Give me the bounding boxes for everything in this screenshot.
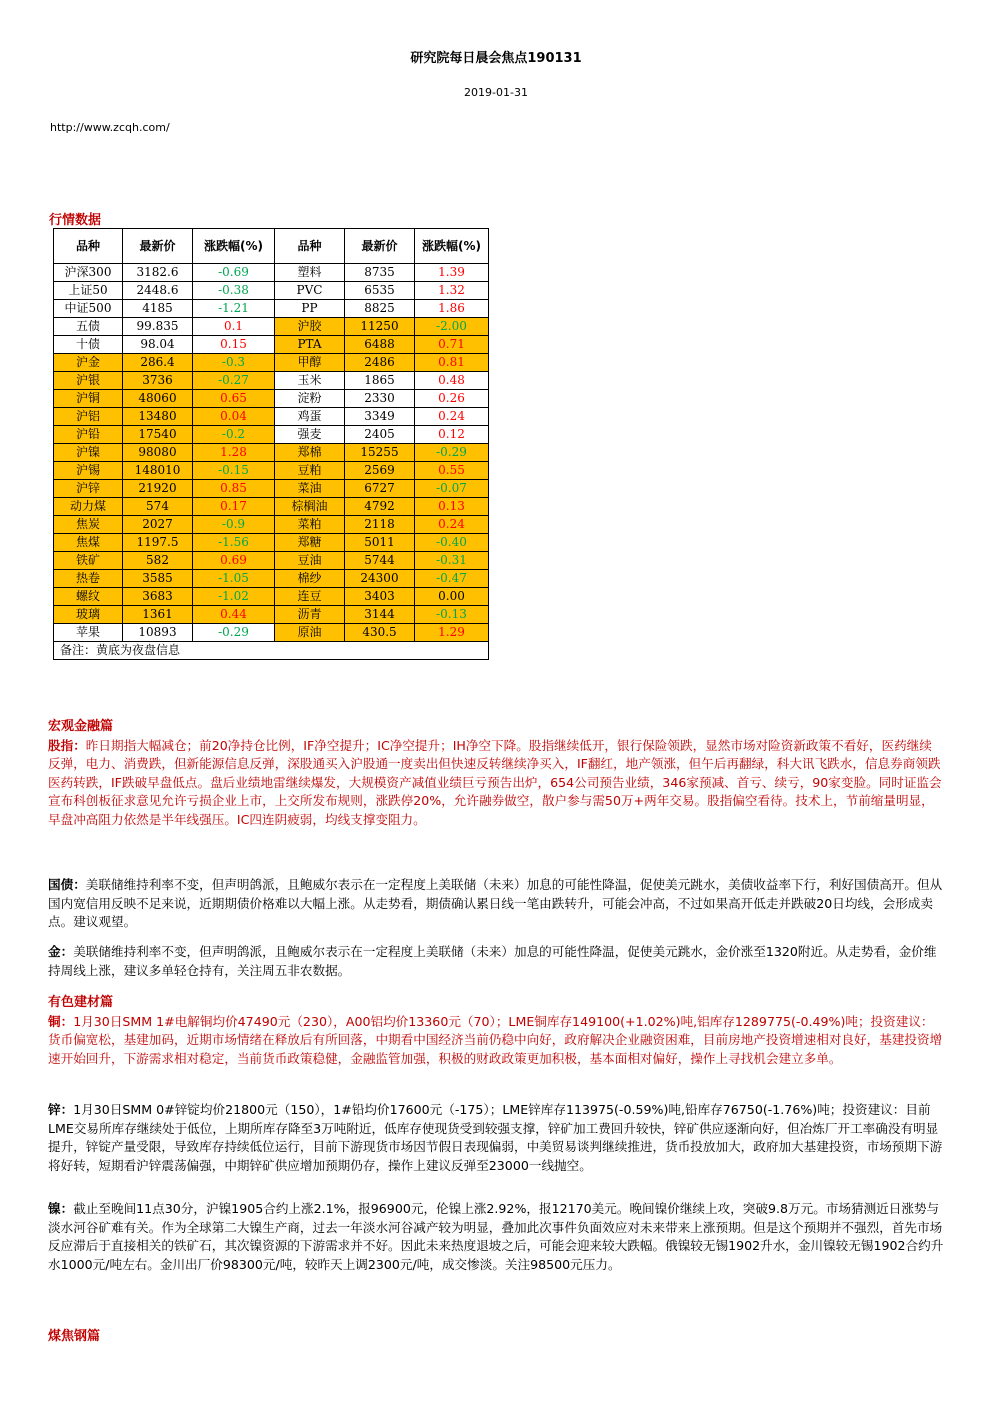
latest-price-cell: 15255: [345, 444, 415, 462]
stock-index-label: 股指：: [48, 737, 86, 753]
table-row: [54, 318, 489, 336]
change-percent-cell: -1.05: [193, 570, 275, 588]
change-percent-cell: 0.81: [415, 354, 489, 372]
latest-price-cell: 2448.6: [123, 282, 193, 300]
latest-price-cell: 10893: [123, 624, 193, 642]
nickel-text: 截止至晚间11点30分，沪镍1905合约上涨2.1%，报96900元，伦镍上涨2.92%，报12170美元。晚间镍价继续上攻，突破9.8万元。市场猜测近日涨势与淡水河谷矿难有关。作为全球第二大镍生产商，过去一年淡水河谷减产较为明显，叠加此次事件负面效应对未来带来上涨预期。但是这个预期并不强烈，首先市场反应滞后于直接相关的铁矿石，其次镍资源的下游需求并不好。因此未来热度退坡之后，可能会迎来较大跌幅。俄镍较无锡1902升水，金川镍较无锡1902合约升水1000元/吨左右。金川出厂价98300元/吨，较昨天上调2300元/吨，成交惨淡。关注98500元压力。: [48, 1201, 944, 1272]
change-percent-cell: -0.38: [193, 282, 275, 300]
metals-heading: 有色建材篇: [48, 995, 114, 1010]
change-percent-cell: -0.07: [415, 480, 489, 498]
product-name-cell: 玉米: [275, 372, 345, 390]
latest-price-cell: 98080: [123, 444, 193, 462]
latest-price-cell: 1865: [345, 372, 415, 390]
column-header: 品种: [275, 229, 345, 264]
change-percent-cell: 0.85: [193, 480, 275, 498]
zinc-text: 1月30日SMM 0#锌锭均价21800元（150），1#铅均价17600元（-175）；LME锌库存113975(-0.59%)吨,铅库存76750(-1.76%)吨；投资建议：目前LME交易所库存继续处于低位，上期所库存降至3万吨附近，低库存使现货受到较强支撑，锌矿加工费回升较快，锌矿供应逐渐向好，但冶炼厂开工率确没有明显提升，锌锭产量受限，导致库存持续低位运行，目前下游现货市场因节假日表现偏弱，中美贸易谈判继续推进，货币投放加大，政府加大基建投资，市场预期下游将好转，短期看沪锌震荡偏强，中期锌矿供应增加预期仍存，操作上建议反弹至23000一线抛空。: [48, 1102, 943, 1173]
product-name-cell: 玻璃: [54, 606, 123, 624]
product-name-cell: 铁矿: [54, 552, 123, 570]
change-percent-cell: -0.13: [415, 606, 489, 624]
latest-price-cell: 1197.5: [123, 534, 193, 552]
nickel-paragraph: [48, 1200, 944, 1274]
change-percent-cell: 0.15: [193, 336, 275, 354]
change-percent-cell: -0.2: [193, 426, 275, 444]
change-percent-cell: 0.00: [415, 588, 489, 606]
table-row: [54, 300, 489, 318]
gold-paragraph: [48, 943, 944, 980]
product-name-cell: 沪金: [54, 354, 123, 372]
product-name-cell: 焦煤: [54, 534, 123, 552]
quotes-heading: 行情数据: [49, 213, 102, 228]
change-percent-cell: 1.28: [193, 444, 275, 462]
latest-price-cell: 4185: [123, 300, 193, 318]
nickel-label: 镍：: [48, 1201, 74, 1216]
change-percent-cell: -0.9: [193, 516, 275, 534]
latest-price-cell: 286.4: [123, 354, 193, 372]
change-percent-cell: -0.29: [415, 444, 489, 462]
table-row: [54, 588, 489, 606]
change-percent-cell: -1.02: [193, 588, 275, 606]
product-name-cell: 沥青: [275, 606, 345, 624]
product-name-cell: PP: [275, 300, 345, 318]
latest-price-cell: 17540: [123, 426, 193, 444]
product-name-cell: 豆粕: [275, 462, 345, 480]
change-percent-cell: -0.69: [193, 264, 275, 282]
product-name-cell: 沪深300: [54, 264, 123, 282]
bond-text: 美联储维持利率不变，但声明鸽派，且鲍威尔表示在一定程度上美联储（未来）加息的可能性降温，促使美元跳水，美债收益率下行，利好国债高开。但从国内宽信用反映不足来说，近期期债价格难以大幅上涨。从走势看，期债确认累日线一笔由跌转升，可能会冲高，不过如果高开低走并跌破20日均线，会形成卖点。建议观望。: [48, 877, 943, 929]
change-percent-cell: 0.13: [415, 498, 489, 516]
change-percent-cell: 0.24: [415, 408, 489, 426]
product-name-cell: 苹果: [54, 624, 123, 642]
column-header: 涨跌幅(%): [415, 229, 489, 264]
product-name-cell: 豆油: [275, 552, 345, 570]
change-percent-cell: -2.00: [415, 318, 489, 336]
latest-price-cell: 6488: [345, 336, 415, 354]
table-row: [54, 426, 489, 444]
change-percent-cell: -0.15: [193, 462, 275, 480]
change-percent-cell: 1.29: [415, 624, 489, 642]
table-row: [54, 372, 489, 390]
table-row: [54, 282, 489, 300]
latest-price-cell: 574: [123, 498, 193, 516]
product-name-cell: 沪铝: [54, 408, 123, 426]
table-row: [54, 336, 489, 354]
change-percent-cell: -1.21: [193, 300, 275, 318]
latest-price-cell: 5744: [345, 552, 415, 570]
change-percent-cell: 1.32: [415, 282, 489, 300]
latest-price-cell: 148010: [123, 462, 193, 480]
change-percent-cell: -0.47: [415, 570, 489, 588]
latest-price-cell: 3736: [123, 372, 193, 390]
latest-price-cell: 6535: [345, 282, 415, 300]
product-name-cell: 上证50: [54, 282, 123, 300]
copper-text: 1月30日SMM 1#电解铜均价47490元（230），A00铝均价13360元（70）；LME铜库存149100(+1.02%)吨,铝库存1289775(-0.49%)吨；投资建议：货币偏宽松，基建加码，近期市场情绪在释放后有所回落，中期看中国经济当前仍稳中向好，政府解决企业融资困难，目前房地产投资增速相对良好，基建投资增速开始回升，下游需求相对稳定，当前货币政策稳健，金融监管加强，积极的财政政策更加积极，基本面相对偏好，操作上寻找机会建立多单。: [48, 1013, 943, 1066]
change-percent-cell: 0.65: [193, 390, 275, 408]
change-percent-cell: 0.44: [193, 606, 275, 624]
product-name-cell: 动力煤: [54, 498, 123, 516]
website-link[interactable]: http://www.zcqh.com/: [50, 121, 170, 134]
product-name-cell: 强麦: [275, 426, 345, 444]
change-percent-cell: 0.24: [415, 516, 489, 534]
column-header: 涨跌幅(%): [193, 229, 275, 264]
change-percent-cell: 0.04: [193, 408, 275, 426]
coal-heading: 煤焦钢篇: [48, 1329, 101, 1344]
latest-price-cell: 582: [123, 552, 193, 570]
product-name-cell: 五债: [54, 318, 123, 336]
latest-price-cell: 8825: [345, 300, 415, 318]
macro-section: [48, 718, 944, 829]
change-percent-cell: -0.40: [415, 534, 489, 552]
table-row: [54, 480, 489, 498]
table-row: [54, 462, 489, 480]
macro-heading: 宏观金融篇: [48, 719, 114, 734]
change-percent-cell: 1.86: [415, 300, 489, 318]
table-note: 备注：黄底为夜盘信息: [54, 642, 489, 660]
latest-price-cell: 24300: [345, 570, 415, 588]
stock-index-text: 昨日期指大幅减仓；前20净持仓比例，IF净空提升；IC净空提升；IH净空下降。股指继续低开，银行保险领跌，显然市场对险资新政策不看好，医药继续反弹，电力、消费跌，但新能源信息反弹，深股通买入沪股通一度卖出但快速反转继续净买入，IF翻红，地产领涨，但午后再翻绿，科大讯飞跌水，信息券商领跌医药转跌，IF跌破早盘低点。盘后业绩地雷继续爆发，大规模资产减值业绩巨亏预告出炉，654公司预告业绩，346家预减、首亏、续亏，90家变脸。同时证监会宣布科创板征求意见允许亏损企业上市，上交所发布规则，涨跌停20%，允许融券做空，散户参与需50万+两年交易。股指偏空看待。技术上，节前缩量明显，早盘冲高阻力依然是半年线强压。IC四连阴疲弱，均线支撑变阻力。: [48, 737, 942, 827]
change-percent-cell: -0.29: [193, 624, 275, 642]
latest-price-cell: 2569: [345, 462, 415, 480]
change-percent-cell: -1.56: [193, 534, 275, 552]
table-row: [54, 606, 489, 624]
table-row: [54, 354, 489, 372]
latest-price-cell: 5011: [345, 534, 415, 552]
page-title: 研究院每日晨会焦点190131: [410, 51, 582, 66]
product-name-cell: 菜油: [275, 480, 345, 498]
change-percent-cell: 0.12: [415, 426, 489, 444]
product-name-cell: 焦炭: [54, 516, 123, 534]
product-name-cell: 原油: [275, 624, 345, 642]
latest-price-cell: 3683: [123, 588, 193, 606]
table-note-row: [54, 642, 489, 660]
product-name-cell: 沪银: [54, 372, 123, 390]
table-header-row: [54, 229, 489, 264]
product-name-cell: 螺纹: [54, 588, 123, 606]
table-row: [54, 390, 489, 408]
change-percent-cell: 0.48: [415, 372, 489, 390]
table-row: [54, 408, 489, 426]
stock-index-paragraph: [48, 737, 944, 830]
product-name-cell: 甲醇: [275, 354, 345, 372]
latest-price-cell: 98.04: [123, 336, 193, 354]
latest-price-cell: 1361: [123, 606, 193, 624]
product-name-cell: PVC: [275, 282, 345, 300]
product-name-cell: 沪镍: [54, 444, 123, 462]
product-name-cell: 沪锌: [54, 480, 123, 498]
column-header: 最新价: [345, 229, 415, 264]
zinc-label: 锌：: [48, 1102, 74, 1117]
product-name-cell: 鸡蛋: [275, 408, 345, 426]
product-name-cell: 淀粉: [275, 390, 345, 408]
quotes-table: [53, 228, 489, 660]
latest-price-cell: 3403: [345, 588, 415, 606]
table-row: [54, 624, 489, 642]
latest-price-cell: 430.5: [345, 624, 415, 642]
latest-price-cell: 2027: [123, 516, 193, 534]
bond-paragraph: [48, 876, 944, 932]
table-row: [54, 534, 489, 552]
product-name-cell: 热卷: [54, 570, 123, 588]
change-percent-cell: -0.31: [415, 552, 489, 570]
product-name-cell: 塑料: [275, 264, 345, 282]
latest-price-cell: 11250: [345, 318, 415, 336]
latest-price-cell: 21920: [123, 480, 193, 498]
change-percent-cell: 0.55: [415, 462, 489, 480]
product-name-cell: 郑糖: [275, 534, 345, 552]
product-name-cell: 棉纱: [275, 570, 345, 588]
change-percent-cell: 0.1: [193, 318, 275, 336]
latest-price-cell: 2330: [345, 390, 415, 408]
change-percent-cell: 0.71: [415, 336, 489, 354]
bond-label: 国债：: [48, 877, 86, 892]
latest-price-cell: 3349: [345, 408, 415, 426]
change-percent-cell: -0.27: [193, 372, 275, 390]
latest-price-cell: 2486: [345, 354, 415, 372]
gold-text: 美联储维持利率不变，但声明鸽派，且鲍威尔表示在一定程度上美联储（未来）加息的可能性降温，促使美元跳水，金价涨至1320附近。从走势看，金价维持周线上涨，建议多单轻仓持有，关注周五非农数据。: [48, 944, 937, 978]
latest-price-cell: 99.835: [123, 318, 193, 336]
latest-price-cell: 8735: [345, 264, 415, 282]
table-row: [54, 498, 489, 516]
table-row: [54, 264, 489, 282]
table-row: [54, 516, 489, 534]
product-name-cell: 中证500: [54, 300, 123, 318]
copper-paragraph: [48, 1013, 944, 1069]
table-row: [54, 444, 489, 462]
change-percent-cell: -0.3: [193, 354, 275, 372]
product-name-cell: 十债: [54, 336, 123, 354]
product-name-cell: 连豆: [275, 588, 345, 606]
latest-price-cell: 2405: [345, 426, 415, 444]
change-percent-cell: 0.69: [193, 552, 275, 570]
product-name-cell: 棕榈油: [275, 498, 345, 516]
product-name-cell: 沪铅: [54, 426, 123, 444]
latest-price-cell: 6727: [345, 480, 415, 498]
latest-price-cell: 2118: [345, 516, 415, 534]
latest-price-cell: 4792: [345, 498, 415, 516]
latest-price-cell: 13480: [123, 408, 193, 426]
change-percent-cell: 0.26: [415, 390, 489, 408]
latest-price-cell: 3144: [345, 606, 415, 624]
product-name-cell: 菜粕: [275, 516, 345, 534]
product-name-cell: 沪锡: [54, 462, 123, 480]
report-date: 2019-01-31: [464, 86, 528, 99]
product-name-cell: 郑棉: [275, 444, 345, 462]
table-row: [54, 552, 489, 570]
product-name-cell: PTA: [275, 336, 345, 354]
product-name-cell: 沪胶: [275, 318, 345, 336]
copper-label: 铜：: [48, 1013, 74, 1029]
column-header: 品种: [54, 229, 123, 264]
latest-price-cell: 48060: [123, 390, 193, 408]
latest-price-cell: 3585: [123, 570, 193, 588]
change-percent-cell: 0.17: [193, 498, 275, 516]
latest-price-cell: 3182.6: [123, 264, 193, 282]
column-header: 最新价: [123, 229, 193, 264]
zinc-paragraph: [48, 1101, 944, 1175]
gold-label: 金：: [48, 944, 74, 959]
table-row: [54, 570, 489, 588]
product-name-cell: 沪铜: [54, 390, 123, 408]
change-percent-cell: 1.39: [415, 264, 489, 282]
metals-section: [48, 994, 944, 1068]
